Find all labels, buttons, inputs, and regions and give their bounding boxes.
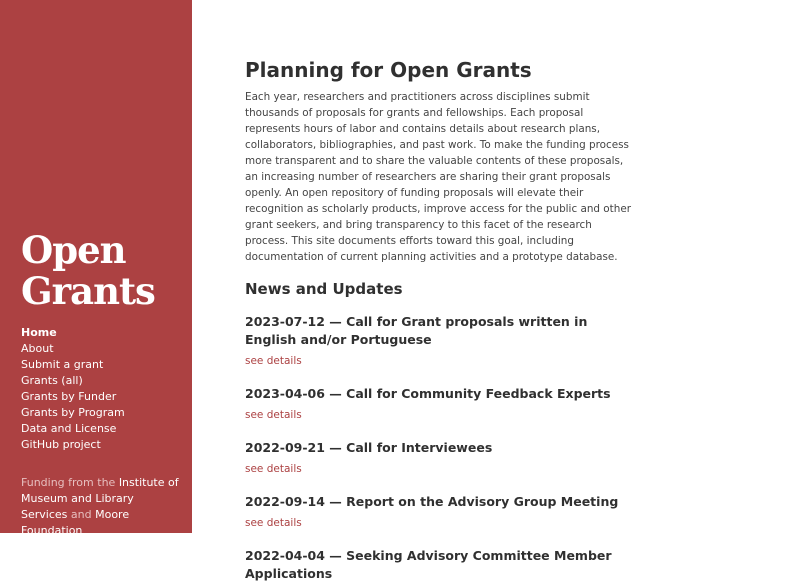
post-title[interactable]: 2022-09-21 — Call for Interviewees	[245, 440, 493, 455]
sidebar	[0, 0, 192, 533]
main-content	[245, 55, 633, 583]
nav-item-data-license	[21, 421, 125, 437]
nav-item-about	[21, 341, 125, 357]
nav-item-grants-all	[21, 373, 125, 389]
news-post	[245, 547, 633, 583]
post-title[interactable]: 2022-09-14 — Report on the Advisory Group Meeting	[245, 494, 619, 509]
nav-link-data-license[interactable]: Data and License	[21, 422, 117, 435]
news-heading: News and Updates	[245, 280, 403, 298]
see-details-link[interactable]: see details	[245, 463, 302, 475]
see-details-link[interactable]: see details	[245, 355, 302, 367]
post-title[interactable]: 2023-07-12 — Call for Grant proposals written in English and/or Portuguese	[245, 314, 588, 347]
nav-link-home[interactable]: Home	[21, 326, 57, 339]
nav-item-grants-program	[21, 405, 125, 421]
nav-link-grants-funder[interactable]: Grants by Funder	[21, 390, 117, 403]
news-post	[245, 385, 633, 423]
brand-line-2: Grants	[21, 269, 155, 313]
nav-item-grants-funder	[21, 389, 125, 405]
nav-link-grants-program[interactable]: Grants by Program	[21, 406, 125, 419]
site-logo[interactable]	[21, 230, 155, 312]
nav-link-github[interactable]: GitHub project	[21, 438, 101, 451]
news-post	[245, 493, 633, 531]
moore-foundation-link[interactable]: Moore Foundation	[21, 508, 130, 533]
nav-item-home	[21, 325, 125, 341]
funding-joiner: and	[70, 508, 92, 521]
nav-item-submit	[21, 357, 125, 373]
news-post	[245, 313, 633, 369]
funding-prefix: Funding from the	[21, 476, 116, 489]
nav-link-about[interactable]: About	[21, 342, 54, 355]
imls-link[interactable]: Institute of Museum and Library Services	[21, 476, 179, 521]
nav-link-submit[interactable]: Submit a grant	[21, 358, 104, 371]
nav-item-github	[21, 437, 125, 453]
funding-note	[21, 475, 181, 533]
brand-line-1: Open	[21, 228, 126, 272]
post-title[interactable]: 2023-04-06 — Call for Community Feedback Experts	[245, 386, 611, 401]
page-title: Planning for Open Grants	[245, 58, 532, 82]
intro-paragraph: Each year, researchers and practitioners across disciplines submit thousands of proposals for grants and fellowships. Each proposal represents hours of labor and contains details about research plans, collaborators, bibliographies, and past work. To make the funding process more transparent and to share the valuable contents of these proposals, an increasing number of researchers are sharing their grant proposals openly. An open repository of funding proposals will elevate their recognition as scholarly products, improve access for the public and other grant seekers, and bring transparency to this facet of the research process. This site documents efforts toward this goal, including documentation of current planning activities and a prototype database.	[245, 91, 631, 263]
sidebar-nav	[21, 325, 125, 453]
nav-link-grants-all[interactable]: Grants (all)	[21, 374, 83, 387]
post-title[interactable]: 2022-04-04 — Seeking Advisory Committee Member Applications	[245, 548, 612, 581]
see-details-link[interactable]: see details	[245, 517, 302, 529]
see-details-link[interactable]: see details	[245, 409, 302, 421]
news-post	[245, 439, 633, 477]
